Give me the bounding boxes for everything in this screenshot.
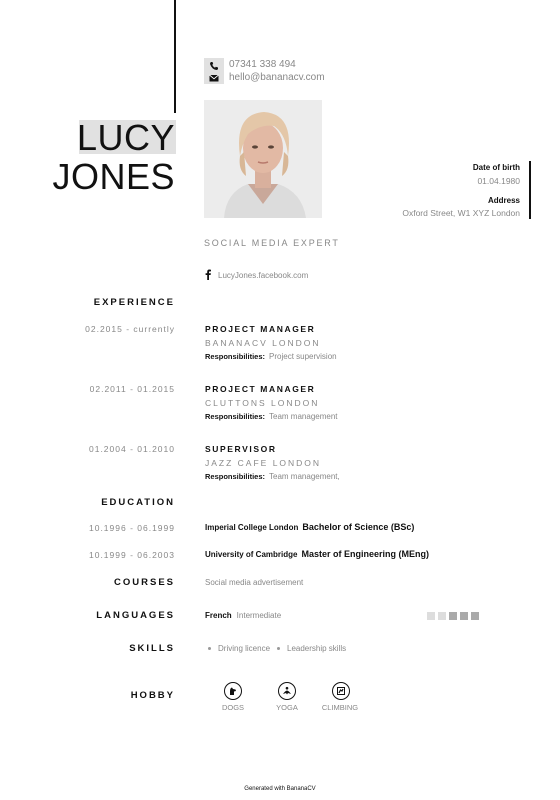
experience-company: CLUTTONS LONDON <box>205 398 320 408</box>
hobby-label: YOGA <box>276 703 298 712</box>
details-divider <box>529 161 531 219</box>
skill-item <box>277 644 346 653</box>
experience-responsibilities <box>205 352 337 361</box>
experience-date: 02.2011 - 01.2015 <box>89 384 175 394</box>
mail-icon <box>209 73 219 83</box>
phone-text[interactable]: 07341 338 494 <box>229 59 296 70</box>
bullet-icon <box>277 647 280 650</box>
responsibilities-label: Responsibilities: <box>205 412 266 421</box>
rating-dot <box>438 612 446 620</box>
education-degree: Bachelor of Science (BSc) <box>302 522 415 532</box>
responsibilities-text: Team management <box>269 412 338 421</box>
education-school: University of Cambridge <box>205 550 298 559</box>
experience-responsibilities <box>205 412 338 421</box>
responsibilities-text: Project supervision <box>269 352 337 361</box>
hobby-dogs <box>224 682 242 700</box>
yoga-icon <box>278 682 296 700</box>
phone-icon <box>209 61 219 71</box>
language-item <box>205 611 281 620</box>
top-divider-line <box>174 0 176 113</box>
section-courses: COURSES <box>114 577 175 588</box>
section-education: EDUCATION <box>101 497 175 508</box>
hobby-label: CLIMBING <box>321 703 359 712</box>
address-value: Oxford Street, W1 XYZ London <box>402 208 520 218</box>
experience-date: 02.2015 - currently <box>85 324 175 334</box>
last-name: JONES <box>52 156 175 197</box>
rating-dot <box>449 612 457 620</box>
section-skills: SKILLS <box>129 643 175 654</box>
rating-dot <box>471 612 479 620</box>
responsibilities-text: Team management, <box>269 472 340 481</box>
responsibilities-label: Responsibilities: <box>205 472 266 481</box>
job-headline: SOCIAL MEDIA EXPERT <box>204 238 340 248</box>
first-name: LUCY <box>76 117 175 158</box>
education-date: 10.1996 - 06.1999 <box>88 523 175 533</box>
rating-dot <box>427 612 435 620</box>
climbing-icon <box>332 682 350 700</box>
language-rating <box>427 612 479 620</box>
education-school: Imperial College London <box>205 523 299 532</box>
experience-responsibilities <box>205 472 340 481</box>
education-entry <box>205 549 429 559</box>
education-degree: Master of Engineering (MEng) <box>301 549 429 559</box>
skill-label: Driving licence <box>218 644 271 653</box>
hobby-yoga <box>278 682 296 700</box>
footer-credit: Generated with BananaCV <box>244 786 316 792</box>
section-languages: LANGUAGES <box>96 610 175 621</box>
facebook-icon <box>204 269 212 280</box>
hobby-climbing <box>332 682 350 700</box>
experience-company: BANANACV LONDON <box>205 338 321 348</box>
experience-title: PROJECT MANAGER <box>205 384 316 394</box>
experience-date: 01.2004 - 01.2010 <box>88 444 175 454</box>
hobby-label: DOGS <box>221 703 245 712</box>
facebook-link[interactable]: LucyJones.facebook.com <box>218 271 309 280</box>
responsibilities-label: Responsibilities: <box>205 352 266 361</box>
language-level: Intermediate <box>236 611 282 620</box>
rating-dot <box>460 612 468 620</box>
experience-title: SUPERVISOR <box>205 444 277 454</box>
section-hobby: HOBBY <box>130 690 175 701</box>
skill-item <box>208 644 270 653</box>
dob-label: Date of birth <box>472 163 520 172</box>
education-date: 10.1999 - 06.2003 <box>88 550 175 560</box>
dob-value: 01.04.1980 <box>477 176 520 186</box>
section-experience: EXPERIENCE <box>93 297 175 308</box>
bullet-icon <box>208 647 211 650</box>
experience-company: JAZZ CAFE LONDON <box>205 458 322 468</box>
email-text[interactable]: hello@bananacv.com <box>229 72 325 83</box>
profile-photo <box>204 100 322 218</box>
course-item: Social media advertisement <box>205 578 304 587</box>
experience-title: PROJECT MANAGER <box>205 324 316 334</box>
skill-label: Leadership skills <box>287 644 347 653</box>
education-entry <box>205 522 414 532</box>
dog-icon <box>224 682 242 700</box>
language-name: French <box>205 611 232 620</box>
address-label: Address <box>487 196 520 205</box>
